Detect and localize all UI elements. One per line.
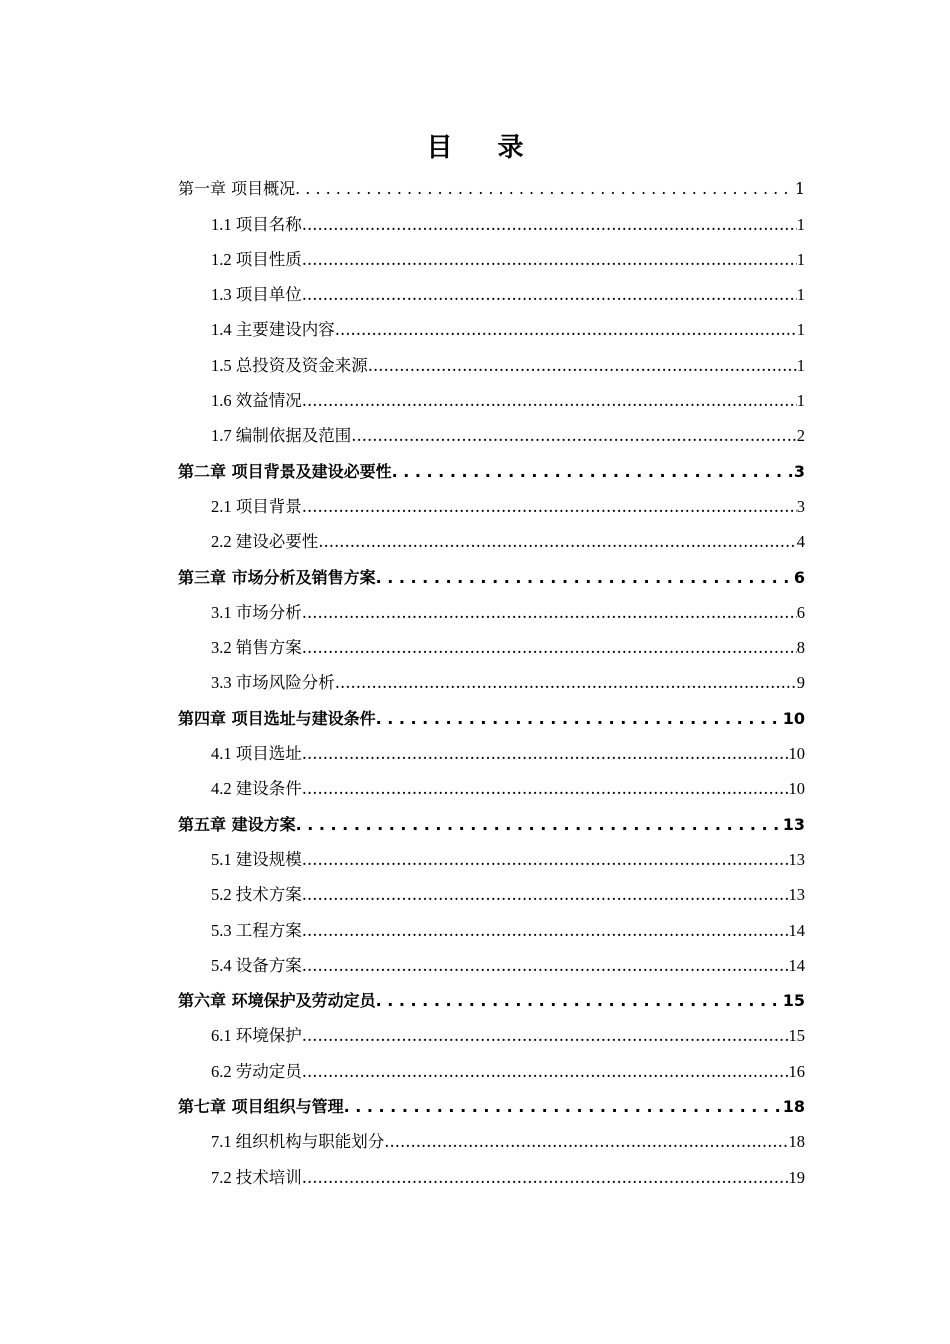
toc-chapter-entry[interactable] <box>178 1086 805 1121</box>
dot-leader <box>302 390 797 412</box>
toc-chapter-entry[interactable] <box>178 803 805 838</box>
dot-leader <box>392 461 794 483</box>
table-of-contents <box>178 168 805 1192</box>
toc-entry-page-number: 10 <box>782 708 805 728</box>
toc-entry-page-number: 16 <box>788 1061 805 1081</box>
toc-section-entry[interactable] <box>178 380 805 415</box>
toc-section-entry[interactable] <box>178 274 805 309</box>
toc-section-entry[interactable] <box>178 839 805 874</box>
dot-leader <box>318 531 797 553</box>
toc-entry-label: 2.2 建设必要性 <box>211 532 319 552</box>
toc-chapter-entry[interactable] <box>178 697 805 732</box>
toc-chapter-entry[interactable] <box>178 980 805 1015</box>
toc-entry-page-number: 9 <box>796 673 805 693</box>
toc-section-entry[interactable] <box>178 415 805 450</box>
toc-entry-page-number: 6 <box>793 567 805 587</box>
toc-section-entry[interactable] <box>178 733 805 768</box>
dot-leader <box>302 920 789 942</box>
toc-entry-label: 6.1 环境保护 <box>211 1026 302 1046</box>
toc-entry-page-number: 15 <box>782 991 805 1011</box>
toc-entry-label: 5.4 设备方案 <box>211 955 302 975</box>
toc-entry-page-number: 1 <box>796 320 805 340</box>
dot-leader <box>335 319 797 341</box>
toc-entry-label: 1.2 项目性质 <box>211 249 302 269</box>
dot-leader <box>351 425 797 447</box>
toc-entry-label: 第二章 项目背景及建设必要性 <box>178 461 392 481</box>
toc-entry-page-number: 3 <box>793 461 805 481</box>
dot-leader <box>295 178 795 200</box>
toc-entry-page-number: 1 <box>796 355 805 375</box>
dot-leader <box>302 637 797 659</box>
toc-section-entry[interactable] <box>178 592 805 627</box>
toc-entry-page-number: 1 <box>796 214 805 234</box>
toc-section-entry[interactable] <box>178 627 805 662</box>
dot-leader <box>302 284 797 306</box>
toc-entry-page-number: 2 <box>796 426 805 446</box>
toc-section-entry[interactable] <box>178 309 805 344</box>
dot-leader <box>302 214 797 236</box>
dot-leader <box>302 1167 789 1189</box>
toc-entry-label: 1.3 项目单位 <box>211 285 302 305</box>
toc-entry-page-number: 13 <box>788 849 805 869</box>
toc-section-entry[interactable] <box>178 662 805 697</box>
toc-entry-page-number: 1 <box>796 285 805 305</box>
toc-section-entry[interactable] <box>178 909 805 944</box>
toc-entry-page-number: 1 <box>796 249 805 269</box>
toc-entry-label: 3.3 市场风险分析 <box>211 673 335 693</box>
toc-entry-page-number: 14 <box>788 920 805 940</box>
toc-entry-page-number: 15 <box>788 1026 805 1046</box>
dot-leader <box>376 567 794 589</box>
toc-entry-label: 6.2 劳动定员 <box>211 1061 302 1081</box>
toc-entry-label: 2.1 项目背景 <box>211 496 302 516</box>
dot-leader <box>344 1096 783 1118</box>
toc-section-entry[interactable] <box>178 1156 805 1191</box>
toc-section-entry[interactable] <box>178 768 805 803</box>
toc-section-entry[interactable] <box>178 874 805 909</box>
toc-entry-label: 第七章 项目组织与管理 <box>178 1097 344 1117</box>
toc-entry-page-number: 10 <box>788 744 805 764</box>
dot-leader <box>302 743 789 765</box>
toc-entry-label: 5.3 工程方案 <box>211 920 302 940</box>
dot-leader <box>302 849 789 871</box>
dot-leader <box>296 814 783 836</box>
dot-leader <box>302 1061 789 1083</box>
toc-entry-page-number: 10 <box>788 779 805 799</box>
toc-entry-label: 5.2 技术方案 <box>211 885 302 905</box>
toc-entry-label: 1.1 项目名称 <box>211 214 302 234</box>
toc-chapter-entry[interactable] <box>178 450 805 485</box>
dot-leader <box>376 990 783 1012</box>
toc-entry-label: 1.4 主要建设内容 <box>211 320 335 340</box>
dot-leader <box>376 708 783 730</box>
dot-leader <box>302 1025 789 1047</box>
toc-section-entry[interactable] <box>178 945 805 980</box>
toc-chapter-entry[interactable] <box>178 168 805 203</box>
toc-entry-page-number: 1 <box>794 179 805 199</box>
toc-entry-label: 1.7 编制依据及范围 <box>211 426 352 446</box>
toc-section-entry[interactable] <box>178 344 805 379</box>
toc-entry-page-number: 13 <box>782 814 805 834</box>
toc-section-entry[interactable] <box>178 239 805 274</box>
toc-entry-label: 4.2 建设条件 <box>211 779 302 799</box>
toc-entry-page-number: 13 <box>788 885 805 905</box>
toc-entry-label: 第一章 项目概况 <box>178 179 296 199</box>
dot-leader <box>302 884 789 906</box>
toc-entry-page-number: 18 <box>782 1097 805 1117</box>
toc-title: 目 录 <box>426 133 542 163</box>
toc-entry-page-number: 14 <box>788 955 805 975</box>
toc-chapter-entry[interactable] <box>178 556 805 591</box>
dot-leader <box>302 602 797 624</box>
toc-section-entry[interactable] <box>178 203 805 238</box>
toc-section-entry[interactable] <box>178 521 805 556</box>
toc-entry-page-number: 3 <box>796 496 805 516</box>
dot-leader <box>302 496 797 518</box>
toc-entry-label: 第六章 环境保护及劳动定员 <box>178 991 376 1011</box>
dot-leader <box>368 355 797 377</box>
toc-entry-page-number: 18 <box>788 1132 805 1152</box>
dot-leader <box>335 672 797 694</box>
dot-leader <box>302 778 789 800</box>
toc-section-entry[interactable] <box>178 1015 805 1050</box>
toc-entry-label: 4.1 项目选址 <box>211 744 302 764</box>
toc-entry-label: 3.2 销售方案 <box>211 638 302 658</box>
toc-entry-label: 第四章 项目选址与建设条件 <box>178 708 376 728</box>
toc-entry-page-number: 19 <box>788 1167 805 1187</box>
toc-entry-label: 第五章 建设方案 <box>178 814 296 834</box>
toc-entry-page-number: 6 <box>796 602 805 622</box>
toc-entry-label: 7.1 组织机构与职能划分 <box>211 1132 385 1152</box>
toc-entry-page-number: 8 <box>796 638 805 658</box>
toc-entry-label: 3.1 市场分析 <box>211 602 302 622</box>
toc-entry-page-number: 4 <box>796 532 805 552</box>
dot-leader <box>302 955 789 977</box>
toc-entry-page-number: 1 <box>796 391 805 411</box>
toc-entry-label: 7.2 技术培训 <box>211 1167 302 1187</box>
toc-entry-label: 1.5 总投资及资金来源 <box>211 355 368 375</box>
toc-entry-label: 1.6 效益情况 <box>211 391 302 411</box>
toc-section-entry[interactable] <box>178 486 805 521</box>
toc-entry-label: 第三章 市场分析及销售方案 <box>178 567 376 587</box>
toc-section-entry[interactable] <box>178 1121 805 1156</box>
toc-section-entry[interactable] <box>178 1050 805 1085</box>
dot-leader <box>384 1131 788 1153</box>
toc-entry-label: 5.1 建设规模 <box>211 849 302 869</box>
dot-leader <box>302 249 797 271</box>
